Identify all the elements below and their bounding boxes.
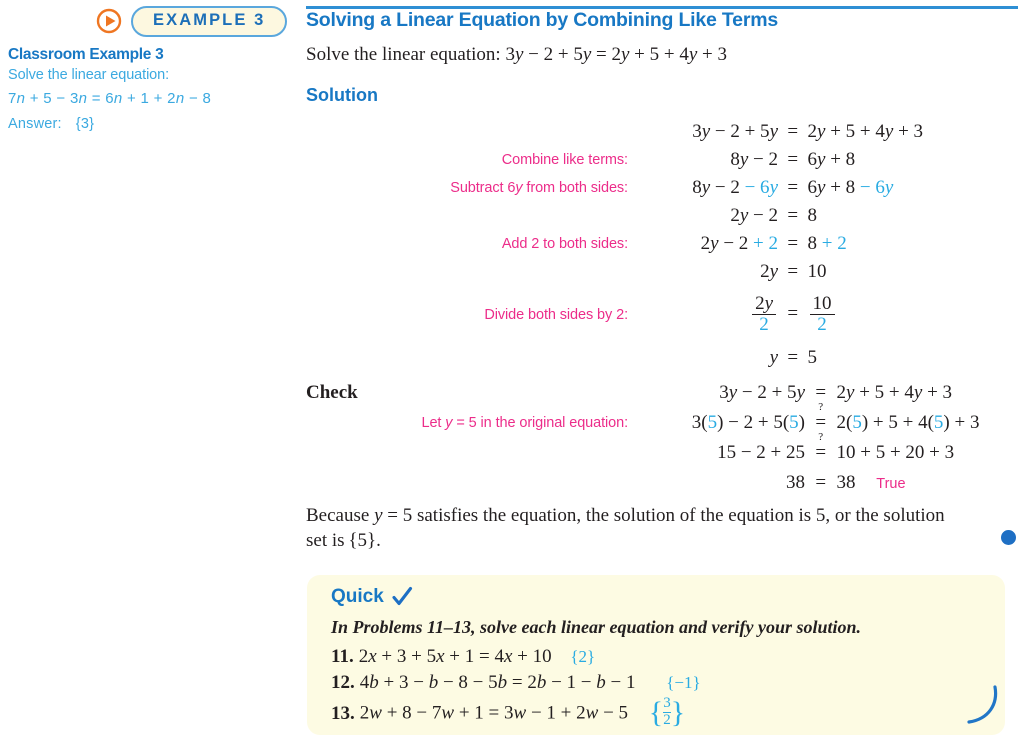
classroom-example-title: Classroom Example 3 bbox=[8, 46, 164, 63]
check-row bbox=[306, 378, 1006, 408]
derivation-equation: 2y = 10 bbox=[760, 261, 827, 282]
derivation-row bbox=[306, 258, 1006, 286]
answer-denominator: 2 bbox=[663, 711, 671, 728]
problem-number: 11. bbox=[331, 646, 354, 667]
quick-check-instruction: In Problems 11–13, solve each linear equation and verify your solution. bbox=[331, 617, 862, 637]
derivation-row bbox=[306, 344, 1006, 372]
solve-prompt-text: Solve the linear equation: bbox=[306, 44, 501, 65]
end-of-example-dot bbox=[1001, 530, 1016, 545]
example-badge-row bbox=[96, 6, 287, 37]
derivation-block bbox=[306, 118, 1006, 372]
solution-heading: Solution bbox=[306, 85, 378, 105]
derivation-equation: $\frac{2y}{2}$ = $\frac{10}{2}$ bbox=[638, 295, 1006, 335]
conclusion-text: Because y = 5 satisfies the equation, the solution of the equation is 5, or the solution set is {5}. bbox=[306, 505, 945, 552]
check-row bbox=[306, 431, 1006, 468]
problem-answer: {2} bbox=[570, 647, 596, 666]
classroom-answer-value: {3} bbox=[75, 116, 95, 132]
check-heading: Check bbox=[306, 382, 358, 403]
right-brace: } bbox=[670, 696, 686, 730]
fraction-lhs bbox=[752, 294, 776, 334]
example-title: Solving a Linear Equation by Combining Like Terms bbox=[306, 9, 778, 31]
check-label: Let y = 5 in the original equation: bbox=[421, 415, 628, 431]
check-row bbox=[306, 468, 1006, 498]
left-brace: { bbox=[648, 696, 664, 730]
quick-check-problem-13: 13. 2w + 8 − 7w + 1 = 3w − 1 + 2w − 5 { $\frac{3}{2}$ } bbox=[331, 695, 686, 730]
classroom-answer bbox=[8, 116, 293, 132]
example-number-badge: EXAMPLE 3 bbox=[131, 6, 287, 37]
check-equation: 3(5) − 2 + 5(5) ? = 2(5) + 5 + 4(5) + 3 bbox=[691, 401, 980, 433]
derivation-row bbox=[306, 146, 1006, 174]
problem-answer-fraction bbox=[649, 696, 685, 729]
solution-value: 5 bbox=[807, 347, 817, 368]
check-rhs-value: 38 bbox=[836, 472, 856, 493]
solve-prompt bbox=[306, 44, 727, 66]
check-row bbox=[306, 401, 1006, 438]
solve-prompt-equation: 3y − 2 + 5y = 2y + 5 + 4y + 3 bbox=[505, 44, 728, 65]
derivation-row bbox=[306, 230, 1006, 258]
derivation-row bbox=[306, 174, 1006, 202]
derivation-label: Combine like terms: bbox=[501, 152, 628, 168]
derivation-equation: y = 5 bbox=[769, 347, 817, 368]
derivation-equation: 3y − 2 + 5y = 2y + 5 + 4y + 3 bbox=[692, 121, 924, 142]
classroom-example-panel bbox=[8, 46, 293, 132]
blue-swoosh-decoration bbox=[945, 684, 1001, 733]
problem-number: 13. bbox=[331, 702, 355, 724]
derivation-label: Divide both sides by 2: bbox=[484, 307, 628, 323]
classroom-equation: 7n + 5 − 3n = 6n + 1 + 2n − 8 bbox=[8, 90, 212, 107]
fraction-numerator: 10 bbox=[812, 292, 832, 314]
quick-check-heading bbox=[331, 586, 413, 608]
derivation-equation: 8y − 2 − 6y = 6y + 8 − 6y bbox=[692, 177, 894, 198]
answer-numerator: 3 bbox=[663, 695, 671, 711]
fraction-denominator: 2 bbox=[752, 314, 776, 335]
fraction-rhs bbox=[810, 294, 835, 334]
quick-check-problem-11: 11. 2x + 3 + 5x + 1 = 4x + 10 {2} bbox=[331, 646, 596, 667]
derivation-label: Subtract 6y from both sides: bbox=[450, 180, 628, 196]
check-true-note: True bbox=[876, 476, 906, 492]
check-equation: 38 = 38 True bbox=[637, 472, 1006, 494]
derivation-row bbox=[306, 202, 1006, 230]
quick-check-label: Quick bbox=[331, 586, 384, 607]
quick-check-box bbox=[307, 575, 1005, 735]
classroom-instruction: Solve the linear equation: bbox=[8, 67, 170, 83]
check-equation: 3y − 2 + 5y = 2y + 5 + 4y + 3 bbox=[719, 382, 953, 403]
problem-answer: {−1} bbox=[666, 673, 701, 692]
check-lhs-value: 38 bbox=[786, 472, 805, 493]
derivation-equation: 8y − 2 = 6y + 8 bbox=[730, 149, 856, 170]
problem-number: 12. bbox=[331, 672, 355, 693]
blue-checkmark-icon bbox=[391, 586, 413, 608]
quick-check-problem-12: 12. 4b + 3 − b − 8 − 5b = 2b − 1 − b − 1 {−1} bbox=[331, 672, 701, 693]
derivation-equation: 2y − 2 + 2 = 8 + 2 bbox=[700, 233, 847, 254]
derivation-equation: 2y − 2 = 8 bbox=[730, 205, 817, 226]
classroom-answer-label: Answer: bbox=[8, 116, 62, 132]
play-circle-icon[interactable] bbox=[96, 8, 122, 34]
check-equation: 15 − 2 + 25 ? = 10 + 5 + 20 + 3 bbox=[717, 431, 955, 463]
check-block bbox=[306, 378, 1006, 498]
fraction-denominator: 2 bbox=[810, 314, 835, 335]
derivation-row bbox=[306, 118, 1006, 146]
derivation-label: Add 2 to both sides: bbox=[501, 236, 628, 252]
fraction-numerator: 2y bbox=[755, 292, 773, 314]
derivation-row bbox=[306, 286, 1006, 344]
